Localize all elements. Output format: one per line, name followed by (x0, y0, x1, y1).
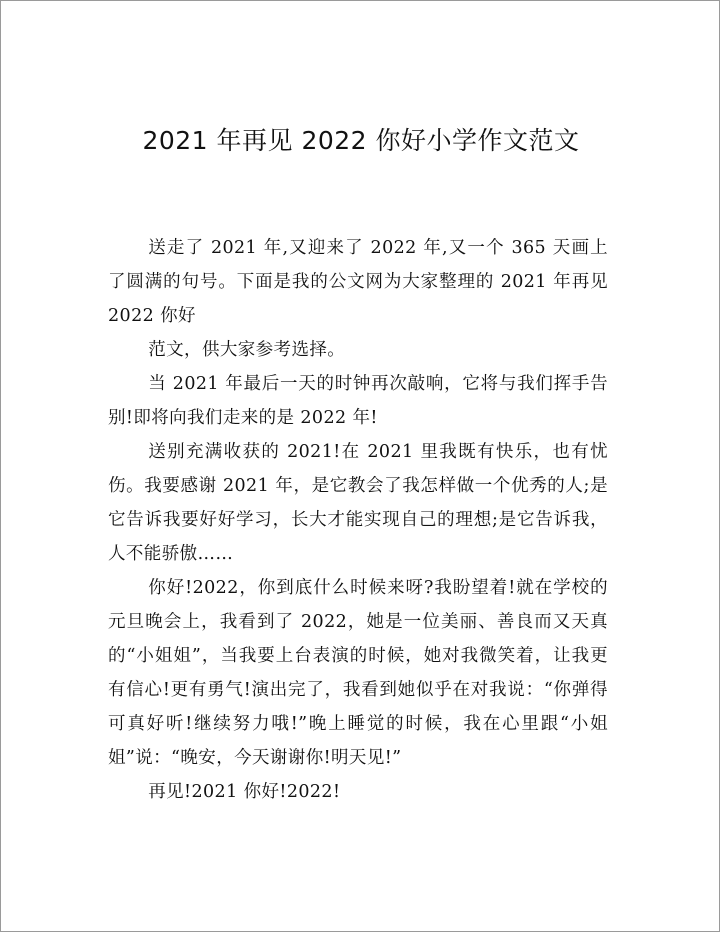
document-body (108, 231, 608, 809)
paragraph-hello-2022: 你好!2022，你到底什么时候来呀?我盼望着!就在学校的元旦晚会上，我看到了 2022，她是一位美丽、善良而又天真的“小姐姐”，当我要上台表演的时候，她对我微笑着，让我更有信心!更有勇气!演出完了，我看到她似乎在对我说：“你弹得可真好听!继续努力哦!”晚上睡觉的时候，我在心里跟“小姐姐”说：“晚安，今天谢谢你!明天见!” (108, 578, 608, 768)
paragraph-farewell-2021: 送别充满收获的 2021!在 2021 里我既有快乐，也有忧伤。我要感谢 2021 年，是它教会了我怎样做一个优秀的人;是它告诉我要好好学习，长大才能实现自己的理想;是它告诉我，人不能骄傲…… (108, 442, 609, 564)
paragraph-closing: 再见!2021 你好!2022! (148, 782, 341, 802)
paragraph-intro: 送走了 2021 年,又迎来了 2022 年,又一个 365 天画上了圆满的句号。下面是我的公文网为大家整理的 2021 年再见 2022 你好 (108, 238, 608, 326)
paragraph-intro-continued: 范文，供大家参考选择。 (148, 340, 346, 360)
document-title: 2021 年再见 2022 你好小学作文范文 (142, 126, 580, 155)
paragraph-farewell-bell: 当 2021 年最后一天的时钟再次敲响，它将与我们挥手告别!即将向我们走来的是 2022 年! (108, 374, 608, 428)
